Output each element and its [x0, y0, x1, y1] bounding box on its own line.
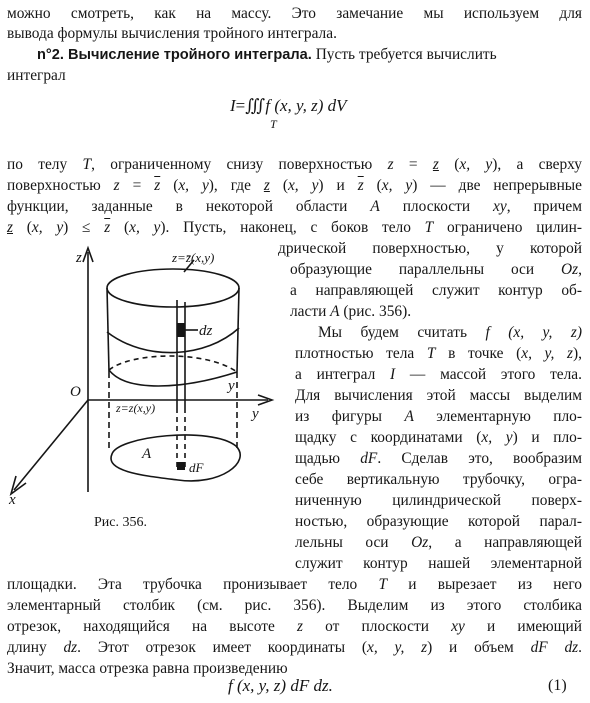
triple-integral-formula: I=∭f (x, y, z) dV [230, 96, 347, 115]
x-axis-line [14, 400, 88, 490]
text-line-11: а направляющей служит контур об- [290, 282, 582, 299]
region-a-label: A [142, 446, 152, 462]
y-point-label: y [228, 378, 235, 394]
bottom-surface-back [109, 356, 237, 372]
text-line-15: а интеграл I — массой этого тела. [295, 366, 582, 383]
mass-formula: f (x, y, z) dF dz. [228, 676, 333, 695]
text-line-24: служит контур нашей элементарной [295, 555, 582, 572]
cylinder-left-side [107, 288, 109, 372]
text-line-13: Мы будем считать f (x, y, z) [318, 324, 582, 341]
top-surface-label: z=z̄(x,y) [172, 250, 215, 265]
top-cap-ellipse [107, 269, 239, 307]
text-line-16: Для вычисления этой массы выделим [295, 387, 582, 404]
text-line-14: плотностью тела T в точке (x, y, z), [295, 345, 582, 362]
text-line-17: из фигуры A элементарную пло- [295, 408, 582, 425]
section-heading-line: n°2. Вычисление тройного интеграла. Пусть требуется вычислить [37, 46, 497, 63]
equation-number: (1) [548, 677, 567, 694]
z-axis-label: z [76, 250, 82, 266]
text-line-21: ниченную цилиндрической поверх- [295, 492, 582, 509]
text-line-8: z (x, $y) \le \overline{z}$ (x, y). Пусть, наконец, с боков тело T ограничено цилин- [7, 219, 582, 236]
df-element [177, 462, 185, 470]
text-line-22: ностью, образующие которой парал- [295, 513, 582, 530]
text-line-2: вывода формулы вычисления тройного интеграла. [7, 25, 337, 42]
region-a-outline [111, 435, 240, 481]
figure-caption: Рис. 356. [94, 515, 147, 530]
integral-subscript: T [270, 117, 277, 131]
text-line-5: по телу T, ограниченному снизу поверхностью z = z (x, y), а сверху [7, 156, 582, 173]
text-line-9: дрической поверхностью, у которой [278, 240, 582, 257]
text-line-19: щадью dF. Сделав это, вообразим [295, 450, 582, 467]
text-line-6: поверхностью $z = \overline{z}$ (x, y), где z (x, y) и $\overline{z}$ (x, y) — две непрерывные [7, 177, 582, 194]
text-line-29: Значит, масса отрезка равна произведению [7, 660, 288, 677]
df-label: dF [189, 460, 204, 475]
middle-curve [107, 328, 239, 353]
text-line-4: интеграл [7, 67, 66, 84]
bottom-surface-label: z=z(x,y) [116, 401, 156, 415]
text-line-1: можно смотреть, как на массу. Это замечание мы используем для [7, 5, 582, 22]
text-line-25: площадки. Эта трубочка пронизывает тело T и вырезает из него [7, 576, 582, 593]
dz-element [177, 323, 185, 337]
text-line-20: себе вертикальную трубочку, огра- [295, 471, 582, 488]
text-line-23: лельны оси Oz, а направляющей [295, 534, 582, 551]
cylinder-diagram [6, 240, 276, 540]
y-axis-label: y [252, 406, 259, 422]
figure-356 [6, 240, 276, 540]
text-line-26: элементарный столбик (см. рис. 356). Выделим из этого столбика [7, 597, 582, 614]
bottom-surface-front [109, 370, 237, 386]
text-line-7: функции, заданные в некоторой области A плоскости xy, причем [7, 198, 582, 215]
text-line-28: длину dz. Этот отрезок имеет координаты (x, y, z) и объем dF dz. [7, 639, 582, 656]
x-axis-label: x [9, 492, 16, 508]
text-line-27: отрезок, находящийся на высоте z от плоскости xy и имеющий [7, 618, 582, 635]
text-line-18: щадку с координатами (x, y) и пло- [295, 429, 582, 446]
text-line-12: ласти A (рис. 356). [290, 303, 412, 320]
section-heading: n°2. Вычисление тройного интеграла. [37, 47, 312, 63]
text-line-10: образующие параллельны оси Oz, [290, 261, 582, 278]
origin-label: O [70, 384, 81, 400]
dz-label: dz [199, 323, 213, 339]
